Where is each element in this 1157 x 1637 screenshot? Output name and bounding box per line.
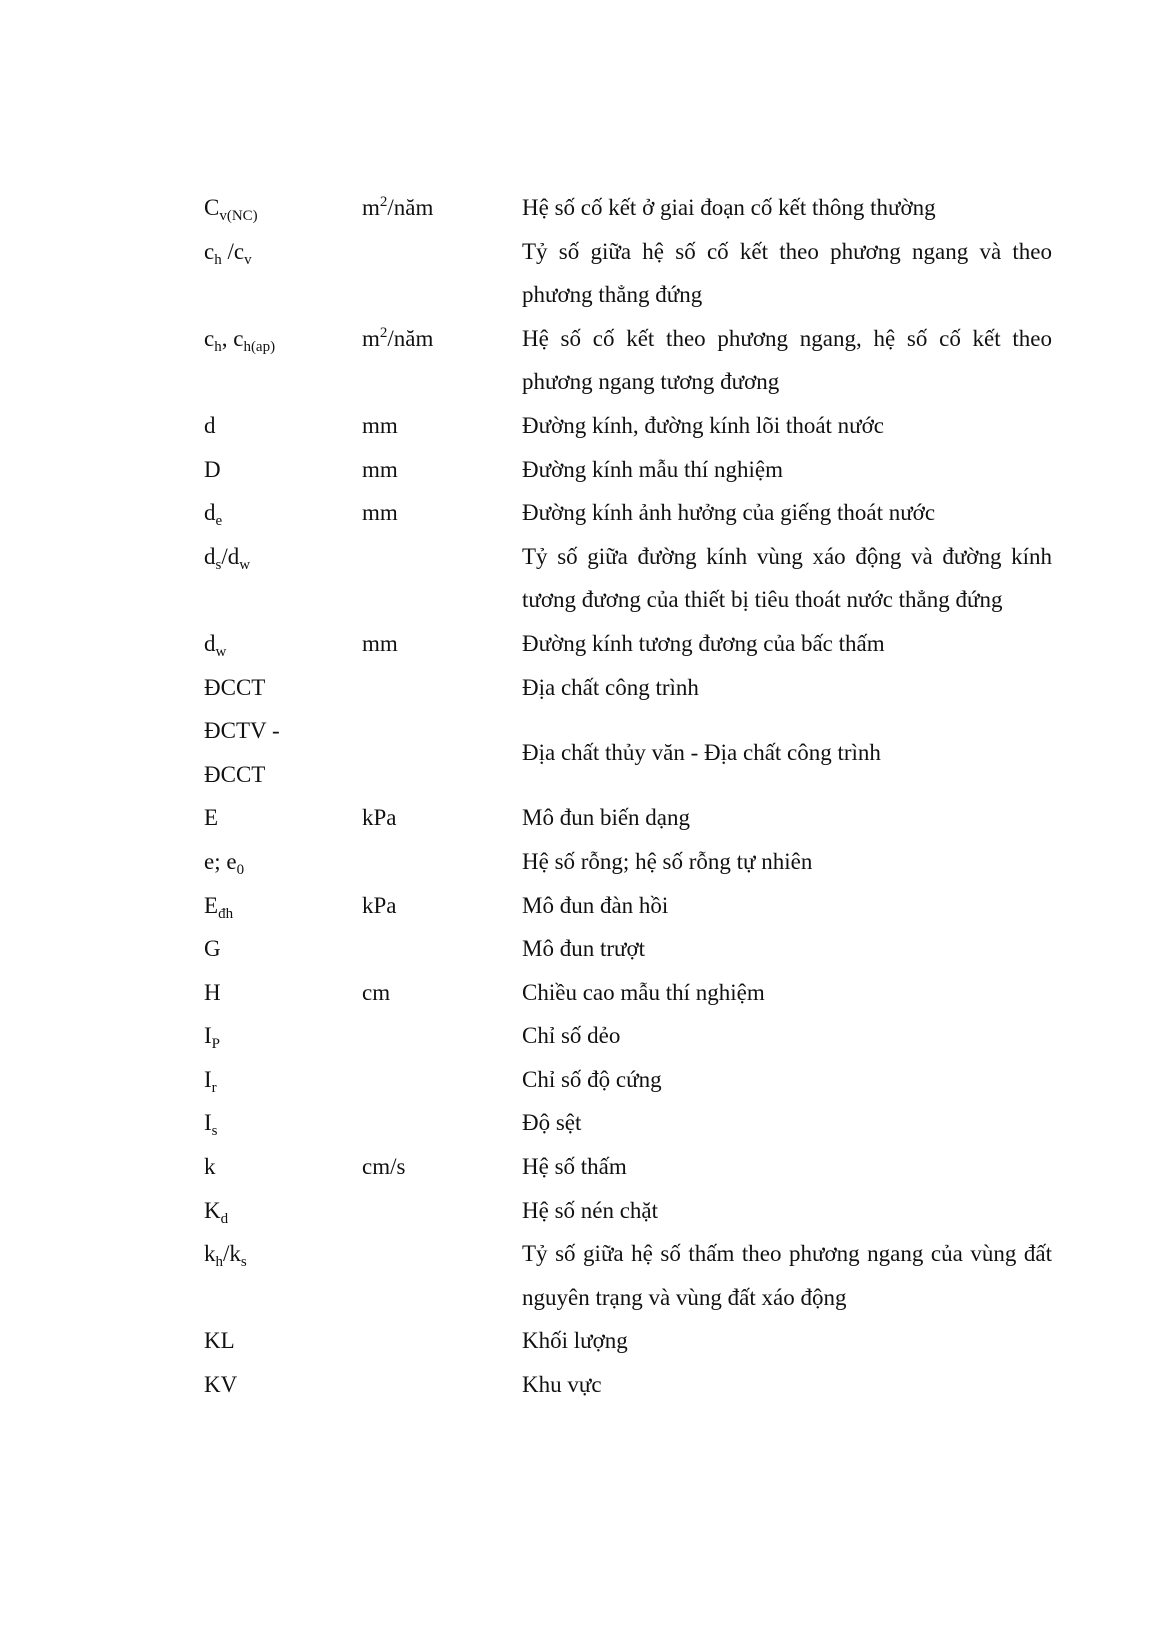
symbol: $k_h/k_s$	[204, 1241, 247, 1271]
glossary-row	[204, 1014, 1064, 1058]
unit	[362, 1058, 522, 1102]
symbol: D	[204, 456, 221, 482]
unit	[362, 1101, 522, 1145]
unit: mm	[362, 500, 398, 526]
unit: mm	[362, 412, 398, 438]
glossary-row	[204, 884, 1064, 928]
symbol: $I_P$	[204, 1023, 221, 1053]
unit	[362, 230, 522, 317]
glossary-row	[204, 796, 1064, 840]
glossary-row	[204, 1058, 1064, 1102]
unit	[362, 927, 522, 971]
glossary-row	[204, 1101, 1064, 1145]
unit: $m^2$/năm	[362, 324, 434, 351]
description: Địa chất thủy văn - Địa chất công trình	[522, 739, 881, 765]
symbol: $I_s$	[204, 1110, 218, 1140]
symbol: e; $e_0$	[204, 848, 245, 878]
description: Mô đun biến dạng	[522, 805, 691, 831]
symbol: $c_h$ $/c_v$	[204, 238, 252, 268]
description: Mô đun trượt	[522, 936, 646, 962]
glossary-row	[204, 186, 1064, 230]
unit: cm/s	[362, 1154, 406, 1180]
glossary-row	[204, 317, 1064, 404]
symbol: $d_e$	[204, 500, 223, 530]
description: Chiều cao mẫu thí nghiệm	[522, 979, 765, 1005]
glossary-row	[204, 709, 1064, 796]
description: Độ sệt	[522, 1110, 582, 1136]
unit	[362, 1319, 522, 1363]
unit	[362, 840, 522, 884]
unit: kPa	[362, 805, 397, 831]
symbol: E	[204, 805, 219, 831]
symbol: d	[204, 412, 216, 438]
symbol: $d_s/d_w$	[204, 543, 251, 573]
symbol-glossary	[204, 186, 1064, 1407]
description: Hệ số nén chặt	[522, 1197, 659, 1223]
unit	[362, 1232, 522, 1319]
unit: cm	[362, 979, 391, 1005]
unit	[362, 535, 522, 622]
symbol: ĐCTV - ĐCCT	[204, 718, 280, 787]
symbol: k	[204, 1154, 216, 1180]
glossary-row	[204, 1145, 1064, 1189]
symbol: ĐCCT	[204, 674, 266, 700]
glossary-row	[204, 927, 1064, 971]
description: Mô đun đàn hồi	[522, 892, 669, 918]
glossary-row	[204, 971, 1064, 1015]
symbol: $I_r$	[204, 1066, 217, 1096]
unit	[362, 666, 522, 710]
description: Đường kính, đường kính lõi thoát nước	[522, 412, 885, 438]
glossary-row	[204, 230, 1064, 317]
description: Đường kính ảnh hưởng của giếng thoát nước	[522, 500, 936, 526]
description: Địa chất công trình	[522, 674, 699, 700]
description: Hệ số cố kết theo phương ngang, hệ số cố kết theo phương ngang tương đương	[522, 325, 1052, 395]
unit: mm	[362, 630, 398, 656]
description: Hệ số rỗng; hệ số rỗng tự nhiên	[522, 848, 813, 874]
description: Chỉ số dẻo	[522, 1023, 621, 1049]
description: Tỷ số giữa đường kính vùng xáo động và đường kính tương đương của thiết bị tiêu thoát nước thẳng đứng	[522, 543, 1052, 613]
unit: kPa	[362, 892, 397, 918]
description: Tỷ số giữa hệ số cố kết theo phương ngang và theo phương thẳng đứng	[522, 238, 1052, 308]
description: Khối lượng	[522, 1328, 628, 1354]
unit	[362, 1189, 522, 1233]
description: Hệ số thấm	[522, 1154, 627, 1180]
glossary-row	[204, 1363, 1064, 1407]
symbol: H	[204, 979, 221, 1005]
unit: $m^2$/năm	[362, 194, 434, 220]
symbol: G	[204, 936, 221, 962]
glossary-row	[204, 1319, 1064, 1363]
glossary-row	[204, 535, 1064, 622]
description: Khu vực	[522, 1372, 602, 1398]
description: Hệ số cố kết ở giai đoạn cố kết thông thường	[522, 195, 936, 220]
symbol: KL	[204, 1328, 235, 1354]
glossary-row	[204, 622, 1064, 666]
unit	[362, 1363, 522, 1407]
symbol: $d_w$	[204, 630, 227, 660]
glossary-row	[204, 491, 1064, 535]
symbol: KV	[204, 1372, 238, 1398]
symbol: $c_h$, $c_{h(ap)}$	[204, 325, 276, 355]
description: Chỉ số độ cứng	[522, 1066, 662, 1092]
description: Tỷ số giữa hệ số thấm theo phương ngang của vùng đất nguyên trạng và vùng đất xáo động	[522, 1241, 1052, 1310]
glossary-row	[204, 840, 1064, 884]
description: Đường kính tương đương của bấc thấm	[522, 630, 885, 656]
symbol: $C_{v(NC)}$	[204, 195, 258, 224]
symbol: $K_d$	[204, 1197, 229, 1227]
symbol: $E_{đh}$	[204, 892, 234, 922]
glossary-row	[204, 448, 1064, 492]
glossary-row	[204, 1189, 1064, 1233]
glossary-row	[204, 666, 1064, 710]
glossary-row	[204, 1232, 1064, 1319]
unit: mm	[362, 456, 398, 482]
glossary-row	[204, 404, 1064, 448]
description: Đường kính mẫu thí nghiệm	[522, 456, 783, 482]
unit	[362, 1014, 522, 1058]
